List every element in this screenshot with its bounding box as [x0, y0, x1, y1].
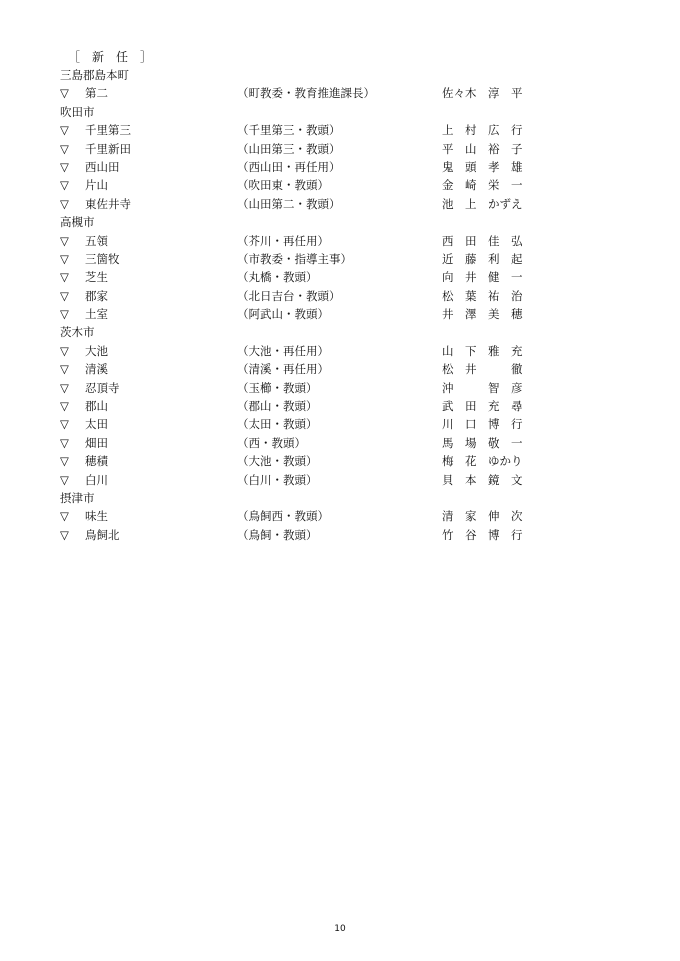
previous-post: （太田・教頭）: [237, 417, 318, 432]
list-item: [60, 176, 530, 194]
previous-post: （吹田東・教頭）: [237, 178, 329, 193]
triangle-marker-icon: ▽: [60, 159, 69, 174]
person-name: 清 家 伸 次: [442, 509, 523, 524]
person-name: 井 澤 美 穂: [442, 307, 523, 322]
list-item: [60, 415, 530, 433]
previous-post: （丸橋・教頭）: [237, 270, 318, 285]
triangle-marker-icon: ▽: [60, 307, 69, 322]
list-item: [60, 471, 530, 489]
triangle-marker-icon: ▽: [60, 509, 69, 524]
previous-post: （芥川・再任用）: [237, 233, 329, 248]
city-name: 吹田市: [60, 104, 95, 119]
person-name: 西 田 佳 弘: [442, 233, 523, 248]
triangle-marker-icon: ▽: [60, 380, 69, 395]
school-name: 郡山: [85, 399, 108, 414]
person-name: 馬 場 敬 一: [442, 435, 523, 450]
school-name: 白川: [85, 472, 108, 487]
triangle-marker-icon: ▽: [60, 233, 69, 248]
previous-post: （町教委・教育推進課長）: [237, 86, 375, 101]
school-name: 鳥飼北: [85, 527, 120, 542]
list-item: [60, 287, 530, 305]
previous-post: （山田第三・教頭）: [237, 141, 341, 156]
triangle-marker-icon: ▽: [60, 196, 69, 211]
school-name: 東佐井寺: [85, 196, 131, 211]
city-name: 高槻市: [60, 215, 95, 230]
page-number: 10: [334, 924, 346, 934]
list-item: [60, 268, 530, 286]
list-item: [60, 379, 530, 397]
school-name: 三箇牧: [85, 251, 120, 266]
school-name: 第二: [85, 86, 108, 101]
previous-post: （大池・再任用）: [237, 343, 329, 358]
list-item: [60, 526, 530, 544]
previous-post: （大池・教頭）: [237, 454, 318, 469]
school-name: 西山田: [85, 159, 120, 174]
city-name: 摂津市: [60, 490, 95, 505]
school-name: 郡家: [85, 288, 108, 303]
person-name: 松 井 徹: [442, 362, 523, 377]
person-name: 平 山 裕 子: [442, 141, 523, 156]
list-item: [60, 140, 530, 158]
previous-post: （山田第二・教頭）: [237, 196, 341, 211]
triangle-marker-icon: ▽: [60, 141, 69, 156]
list-item: [60, 342, 530, 360]
school-name: 五領: [85, 233, 108, 248]
school-name: 清溪: [85, 362, 108, 377]
list-item: [60, 397, 530, 415]
school-name: 忍頂寺: [85, 380, 120, 395]
previous-post: （西・教頭）: [237, 435, 306, 450]
city-name: 三島郡島本町: [60, 68, 129, 82]
previous-post: （郡山・教頭）: [237, 399, 318, 414]
city-sections: [60, 66, 530, 544]
triangle-marker-icon: ▽: [60, 288, 69, 303]
previous-post: （北日吉台・教頭）: [237, 288, 341, 303]
person-name: 竹 谷 博 行: [442, 527, 523, 542]
triangle-marker-icon: ▽: [60, 417, 69, 432]
city-name: 茨木市: [60, 325, 95, 340]
section-heading: ［ 新 任 ］: [68, 50, 153, 64]
triangle-marker-icon: ▽: [60, 435, 69, 450]
list-item: [60, 158, 530, 176]
person-name: 金 崎 栄 一: [442, 178, 523, 193]
appointment-list: [60, 48, 530, 544]
triangle-marker-icon: ▽: [60, 178, 69, 193]
previous-post: （清溪・再任用）: [237, 362, 329, 377]
school-name: 畑田: [85, 435, 108, 450]
person-name: 佐々木 淳 平: [442, 86, 523, 101]
person-name: 武 田 充 尋: [442, 399, 523, 414]
triangle-marker-icon: ▽: [60, 527, 69, 542]
triangle-marker-icon: ▽: [60, 123, 69, 138]
previous-post: （玉櫛・教頭）: [237, 380, 318, 395]
triangle-marker-icon: ▽: [60, 472, 69, 487]
previous-post: （白川・教頭）: [237, 472, 318, 487]
person-name: 松 葉 祐 治: [442, 288, 523, 303]
school-name: 土室: [85, 307, 108, 322]
school-name: 千里新田: [85, 141, 131, 156]
previous-post: （鳥飼・教頭）: [237, 527, 318, 542]
person-name: 貝 本 鏡 文: [442, 472, 523, 487]
list-item: [60, 360, 530, 378]
triangle-marker-icon: ▽: [60, 86, 69, 101]
triangle-marker-icon: ▽: [60, 454, 69, 469]
person-name: 梅 花 ゆかり: [442, 454, 523, 469]
previous-post: （市教委・指導主事）: [237, 251, 352, 266]
person-name: 山 下 雅 充: [442, 343, 523, 358]
school-name: 味生: [85, 509, 108, 524]
list-item: [60, 434, 530, 452]
person-name: 沖 智 彦: [442, 380, 523, 395]
previous-post: （西山田・再任用）: [237, 159, 341, 174]
school-name: 千里第三: [85, 123, 131, 138]
person-name: 川 口 博 行: [442, 417, 523, 432]
school-name: 片山: [85, 178, 108, 193]
triangle-marker-icon: ▽: [60, 251, 69, 266]
school-name: 芝生: [85, 270, 108, 285]
triangle-marker-icon: ▽: [60, 362, 69, 377]
triangle-marker-icon: ▽: [60, 270, 69, 285]
previous-post: （阿武山・教頭）: [237, 307, 329, 322]
list-item: [60, 121, 530, 139]
school-name: 大池: [85, 343, 108, 358]
list-item: [60, 507, 530, 525]
list-item: [60, 195, 530, 213]
list-item: [60, 232, 530, 250]
school-name: 太田: [85, 417, 108, 432]
list-item: [60, 305, 530, 323]
previous-post: （鳥飼西・教頭）: [237, 509, 329, 524]
person-name: 上 村 広 行: [442, 123, 523, 138]
school-name: 穂積: [85, 454, 108, 469]
person-name: 池 上 かずえ: [442, 196, 523, 211]
person-name: 鬼 頭 孝 雄: [442, 159, 523, 174]
list-item: [60, 452, 530, 470]
list-item: [60, 250, 530, 268]
person-name: 向 井 健 一: [442, 270, 523, 285]
person-name: 近 藤 利 起: [442, 251, 523, 266]
previous-post: （千里第三・教頭）: [237, 123, 341, 138]
triangle-marker-icon: ▽: [60, 343, 69, 358]
list-item: [60, 84, 530, 102]
triangle-marker-icon: ▽: [60, 399, 69, 414]
